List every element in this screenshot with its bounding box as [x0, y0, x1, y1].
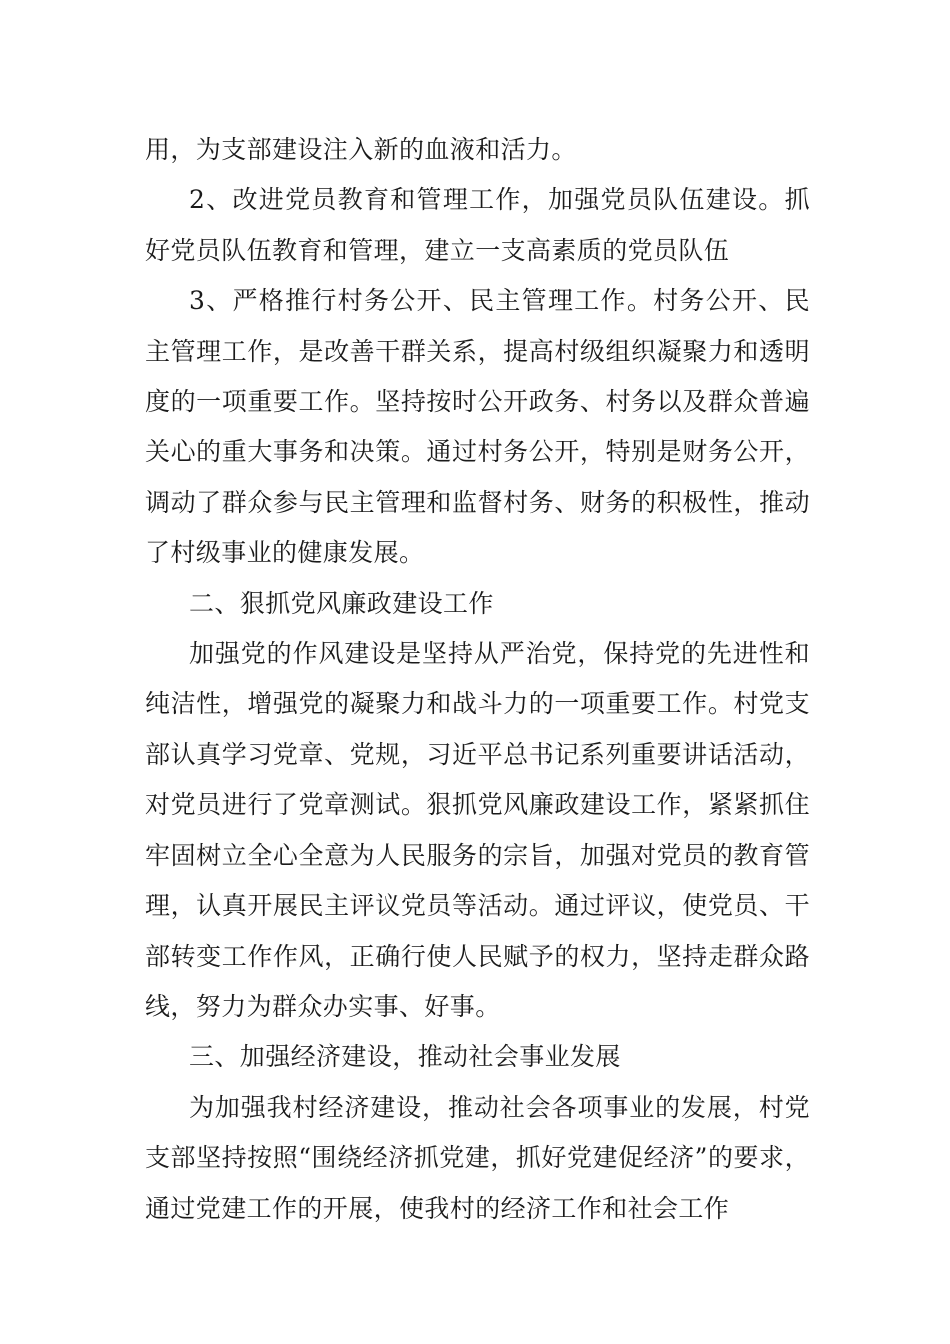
paragraph-item-2: 2、改进党员教育和管理工作，加强党员队伍建设。抓好党员队伍教育和管理，建立一支高素质的党员队伍	[145, 185, 810, 265]
paragraph-continuation: 用，为支部建设注入新的血液和活力。	[145, 135, 577, 164]
paragraph-section-2-body: 加强党的作风建设是坚持从严治党，保持党的先进性和纯洁性，增强党的凝聚力和战斗力的一项重要工作。村党支部认真学习党章、党规，习近平总书记系列重要讲话活动，对党员进行了党章测试。狠抓党风廉政建设工作，紧紧抓住牢固树立全心全意为人民服务的宗旨，加强对党员的教育管理，认真开展民主评议党员等活动。通过评议，使党员、干部转变工作作风，正确行使人民赋予的权力，坚持走群众路线，努力为群众办实事、好事。	[145, 639, 810, 1021]
document-body	[145, 125, 810, 1234]
paragraph-section-3-body: 为加强我村经济建设，推动社会各项事业的发展，村党支部坚持按照“围绕经济抓党建，抓好党建促经济”的要求，通过党建工作的开展，使我村的经济工作和社会工作	[145, 1092, 810, 1223]
paragraph-item-3: 3、严格推行村务公开、民主管理工作。村务公开、民主管理工作，是改善干群关系，提高村级组织凝聚力和透明度的一项重要工作。坚持按时公开政务、村务以及群众普遍关心的重大事务和决策。通过村务公开，特别是财务公开，调动了群众参与民主管理和监督村务、财务的积极性，推动了村级事业的健康发展。	[145, 286, 810, 568]
section-heading-2: 二、狠抓党风廉政建设工作	[189, 588, 494, 618]
section-heading-3: 三、加强经济建设，推动社会事业发展	[189, 1042, 621, 1072]
